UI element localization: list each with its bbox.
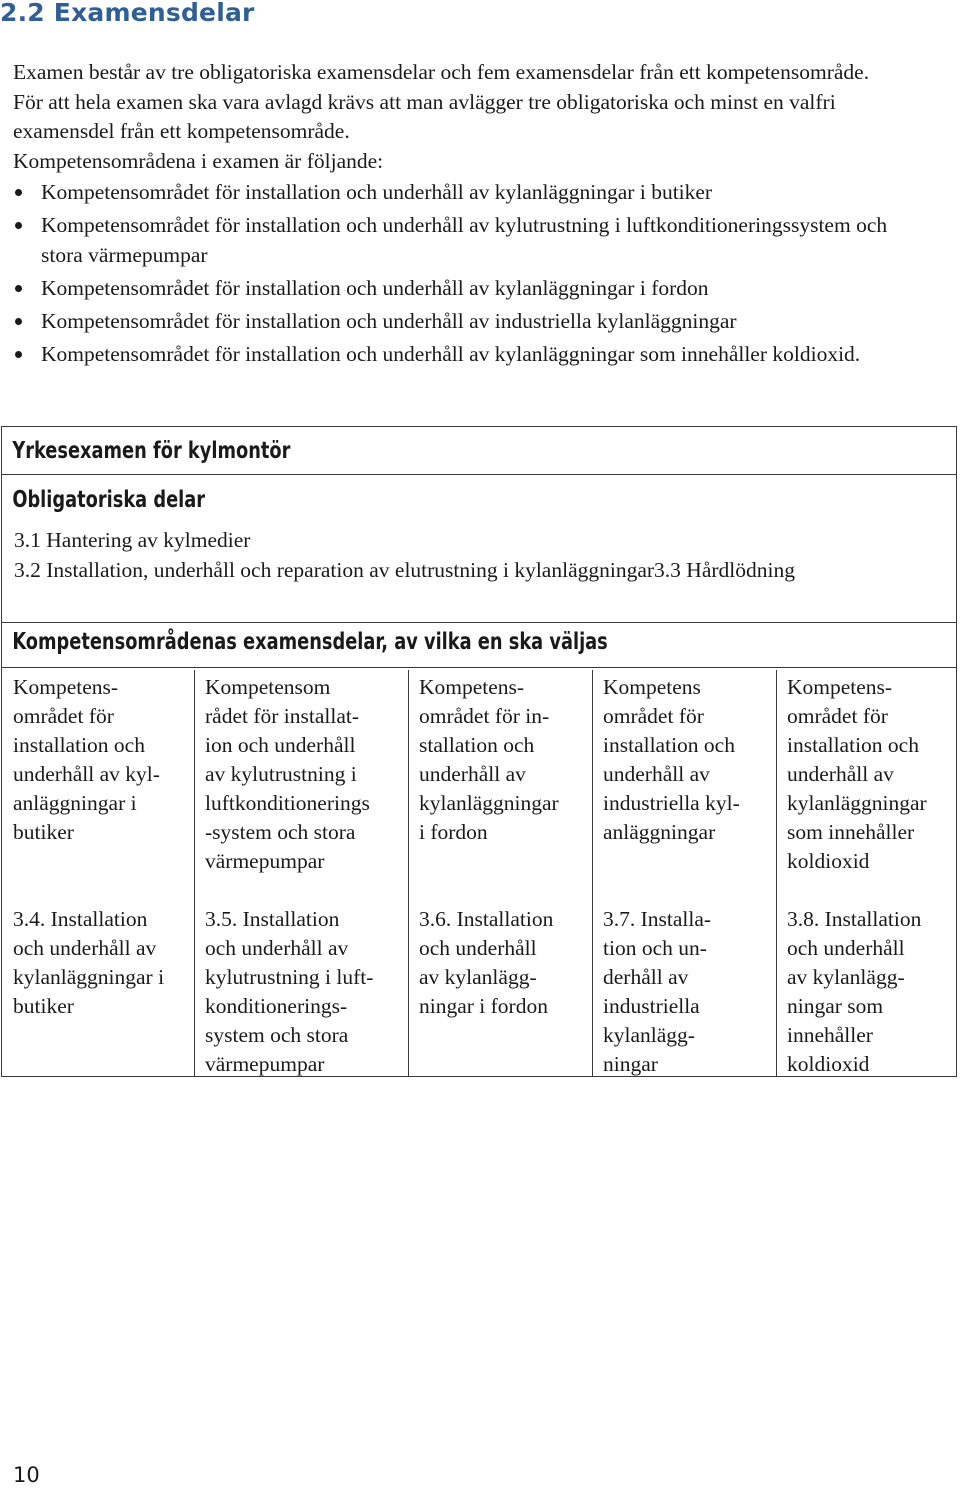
list-item: Kompetensområdet för installation och underhåll av kylutrustning i luftkonditioneringssystem och stora värmepumpar	[13, 211, 903, 270]
table-cell-area: Kompetens- området för installation och underhåll av kylanläggningar som innehåller koldioxid	[787, 675, 927, 873]
divider	[2, 474, 956, 475]
table-cell-area: Kompetensom rådet för installat- ion och underhåll av kylutrustning i luftkonditionerings -system och stora värmepumpar	[205, 675, 370, 873]
optional-heading: Kompetensområdenas examensdelar, av vilka en ska väljas	[12, 629, 608, 655]
mandatory-item: 3.1 Hantering av kylmedier	[14, 528, 251, 552]
table-cell-part: 3.6. Installation och underhåll av kylanlägg- ningar i fordon	[419, 907, 554, 1018]
competence-area-list	[13, 178, 903, 369]
list-item: Kompetensområdet för installation och underhåll av kylanläggningar i butiker	[13, 178, 903, 208]
optional-parts-table	[2, 670, 956, 1076]
mandatory-heading: Obligatoriska delar	[12, 487, 206, 513]
divider	[2, 622, 956, 623]
column-divider	[776, 670, 777, 1076]
section-heading: 2.2 Examensdelar	[0, 0, 255, 27]
list-item: Kompetensområdet för installation och underhåll av kylanläggningar som innehåller koldioxid.	[13, 340, 903, 370]
column-divider	[194, 670, 195, 1076]
exam-structure-box	[1, 426, 957, 1077]
table-cell-part: 3.7. Installa- tion och un- derhåll av industriella kylanlägg- ningar	[603, 907, 712, 1076]
table-cell-part: 3.5. Installation och underhåll av kylutrustning i luft- konditionerings- system och stora värmepumpar	[205, 907, 374, 1076]
table-cell-area: Kompetens området för installation och underhåll av industriella kyl- anläggningar	[603, 675, 740, 844]
table-cell-area: Kompetens- området för in- stallation och underhåll av kylanläggningar i fordon	[419, 675, 559, 844]
divider	[2, 667, 956, 668]
mandatory-list	[14, 526, 944, 585]
intro-paragraph: Examen består av tre obligatoriska examensdelar och fem examensdelar från ett kompetensområde. För att hela examen ska vara avlagd krävs att man avlägger tre obligatoriska och minst en valfri examensdel från ett kompetensområde.	[13, 60, 870, 143]
intro-block	[13, 58, 903, 373]
table-cell-part: 3.4. Installation och underhåll av kylanläggningar i butiker	[13, 907, 165, 1018]
list-item: Kompetensområdet för installation och underhåll av kylanläggningar i fordon	[13, 274, 903, 304]
areas-lead: Kompetensområdena i examen är följande:	[13, 148, 384, 173]
column-divider	[592, 670, 593, 1076]
table-cell-part: 3.8. Installation och underhåll av kylanlägg- ningar som innehåller koldioxid	[787, 907, 922, 1076]
list-item: Kompetensområdet för installation och underhåll av industriella kylanläggningar	[13, 307, 903, 337]
column-divider	[408, 670, 409, 1076]
table-cell-area: Kompetens- området för installation och underhåll av kyl- anläggningar i butiker	[13, 675, 160, 844]
mandatory-item: 3.2 Installation, underhåll och reparation av elutrustning i kylanläggningar3.3 Hårdlödning	[14, 557, 795, 582]
box-title: Yrkesexamen för kylmontör	[12, 438, 291, 464]
page-number: 10	[13, 1463, 40, 1487]
